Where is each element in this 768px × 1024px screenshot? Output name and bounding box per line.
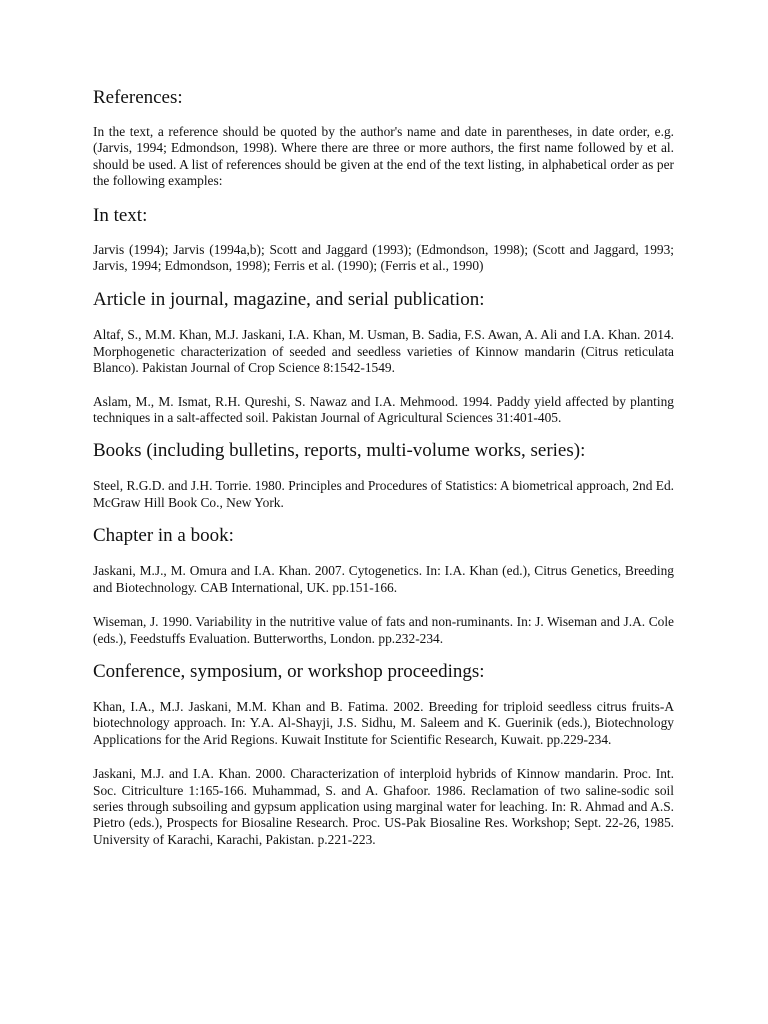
heading-references: References: <box>93 87 183 108</box>
heading-journal-article: Article in journal, magazine, and serial publication: <box>93 289 485 311</box>
in-text-examples-paragraph: Jarvis (1994); Jarvis (1994a,b); Scott and Jaggard (1993); (Edmondson, 1998); (Scott and Jaggard, 1993; Jarvis, 1994; Edmondson, 1998); Ferris et al. (1990); (Ferris et al., 1990) <box>93 241 674 274</box>
reference-entry: Aslam, M., M. Ismat, R.H. Qureshi, S. Nawaz and I.A. Mehmood. 1994. Paddy yield affected by planting techniques in a salt-affected soil. Pakistan Journal of Agricultural Sciences 31:401-405. <box>93 393 674 426</box>
reference-entry: Wiseman, J. 1990. Variability in the nutritive value of fats and non-ruminants. In: J. Wiseman and J.A. Cole (eds.), Feedstuffs Evaluation. Butterworths, London. pp.232-234. <box>93 614 674 646</box>
reference-entry: Steel, R.G.D. and J.H. Torrie. 1980. Principles and Procedures of Statistics: A biometrical approach, 2nd Ed. McGraw Hill Book Co., New York. <box>93 478 674 510</box>
heading-in-text: In text: <box>93 204 148 226</box>
heading-book-chapter: Chapter in a book: <box>93 525 234 547</box>
reference-entry: Jaskani, M.J., M. Omura and I.A. Khan. 2007. Cytogenetics. In: I.A. Khan (ed.), Citrus Genetics, Breeding and Biotechnology. CAB International, UK. pp.151-166. <box>93 563 674 595</box>
heading-conference-proceedings: Conference, symposium, or workshop proceedings: <box>93 660 485 682</box>
references-intro-paragraph: In the text, a reference should be quoted by the author's name and date in parentheses, in date order, e.g. (Jarvis, 1994; Edmondson, 1998). Where there are three or more authors, the first name followed by et al. should be used. A list of references should be given at the end of the text listing, in alphabetical order as per the following examples: <box>93 124 674 189</box>
heading-books: Books (including bulletins, reports, multi-volume works, series): <box>93 440 586 462</box>
reference-entry: Khan, I.A., M.J. Jaskani, M.M. Khan and B. Fatima. 2002. Breeding for triploid seedless citrus fruits-A biotechnology approach. In: Y.A. Al-Shayji, J.S. Sidhu, M. Saleem and K. Guerinik (eds.), Biotechnology Applications for the Arid Regions. Kuwait Institute for Scientific Research, Kuwait. pp.229-234. <box>93 698 674 747</box>
reference-entry: Jaskani, M.J. and I.A. Khan. 2000. Characterization of interploid hybrids of Kinnow mandarin. Proc. Int. Soc. Citriculture 1:165-166. Muhammad, S. and A. Ghafoor. 1986. Reclamation of two saline-sodic soil series through subsoiling and gypsum application using marginal water for leaching. In: R. Ahmad and A.S. Pietro (eds.), Prospects for Biosaline Research. Proc. US-Pak Biosaline Res. Workshop; Sept. 22-26, 1985. University of Karachi, Karachi, Pakistan. p.221-223. <box>93 766 674 847</box>
reference-entry: Altaf, S., M.M. Khan, M.J. Jaskani, I.A. Khan, M. Usman, B. Sadia, F.S. Awan, A. Ali and I.A. Khan. 2014. Morphogenetic characterization of seeded and seedless varieties of Kinnow mandarin (Citrus reticulata Blanco). Pakistan Journal of Crop Science 8:1542-1549. <box>93 327 674 376</box>
